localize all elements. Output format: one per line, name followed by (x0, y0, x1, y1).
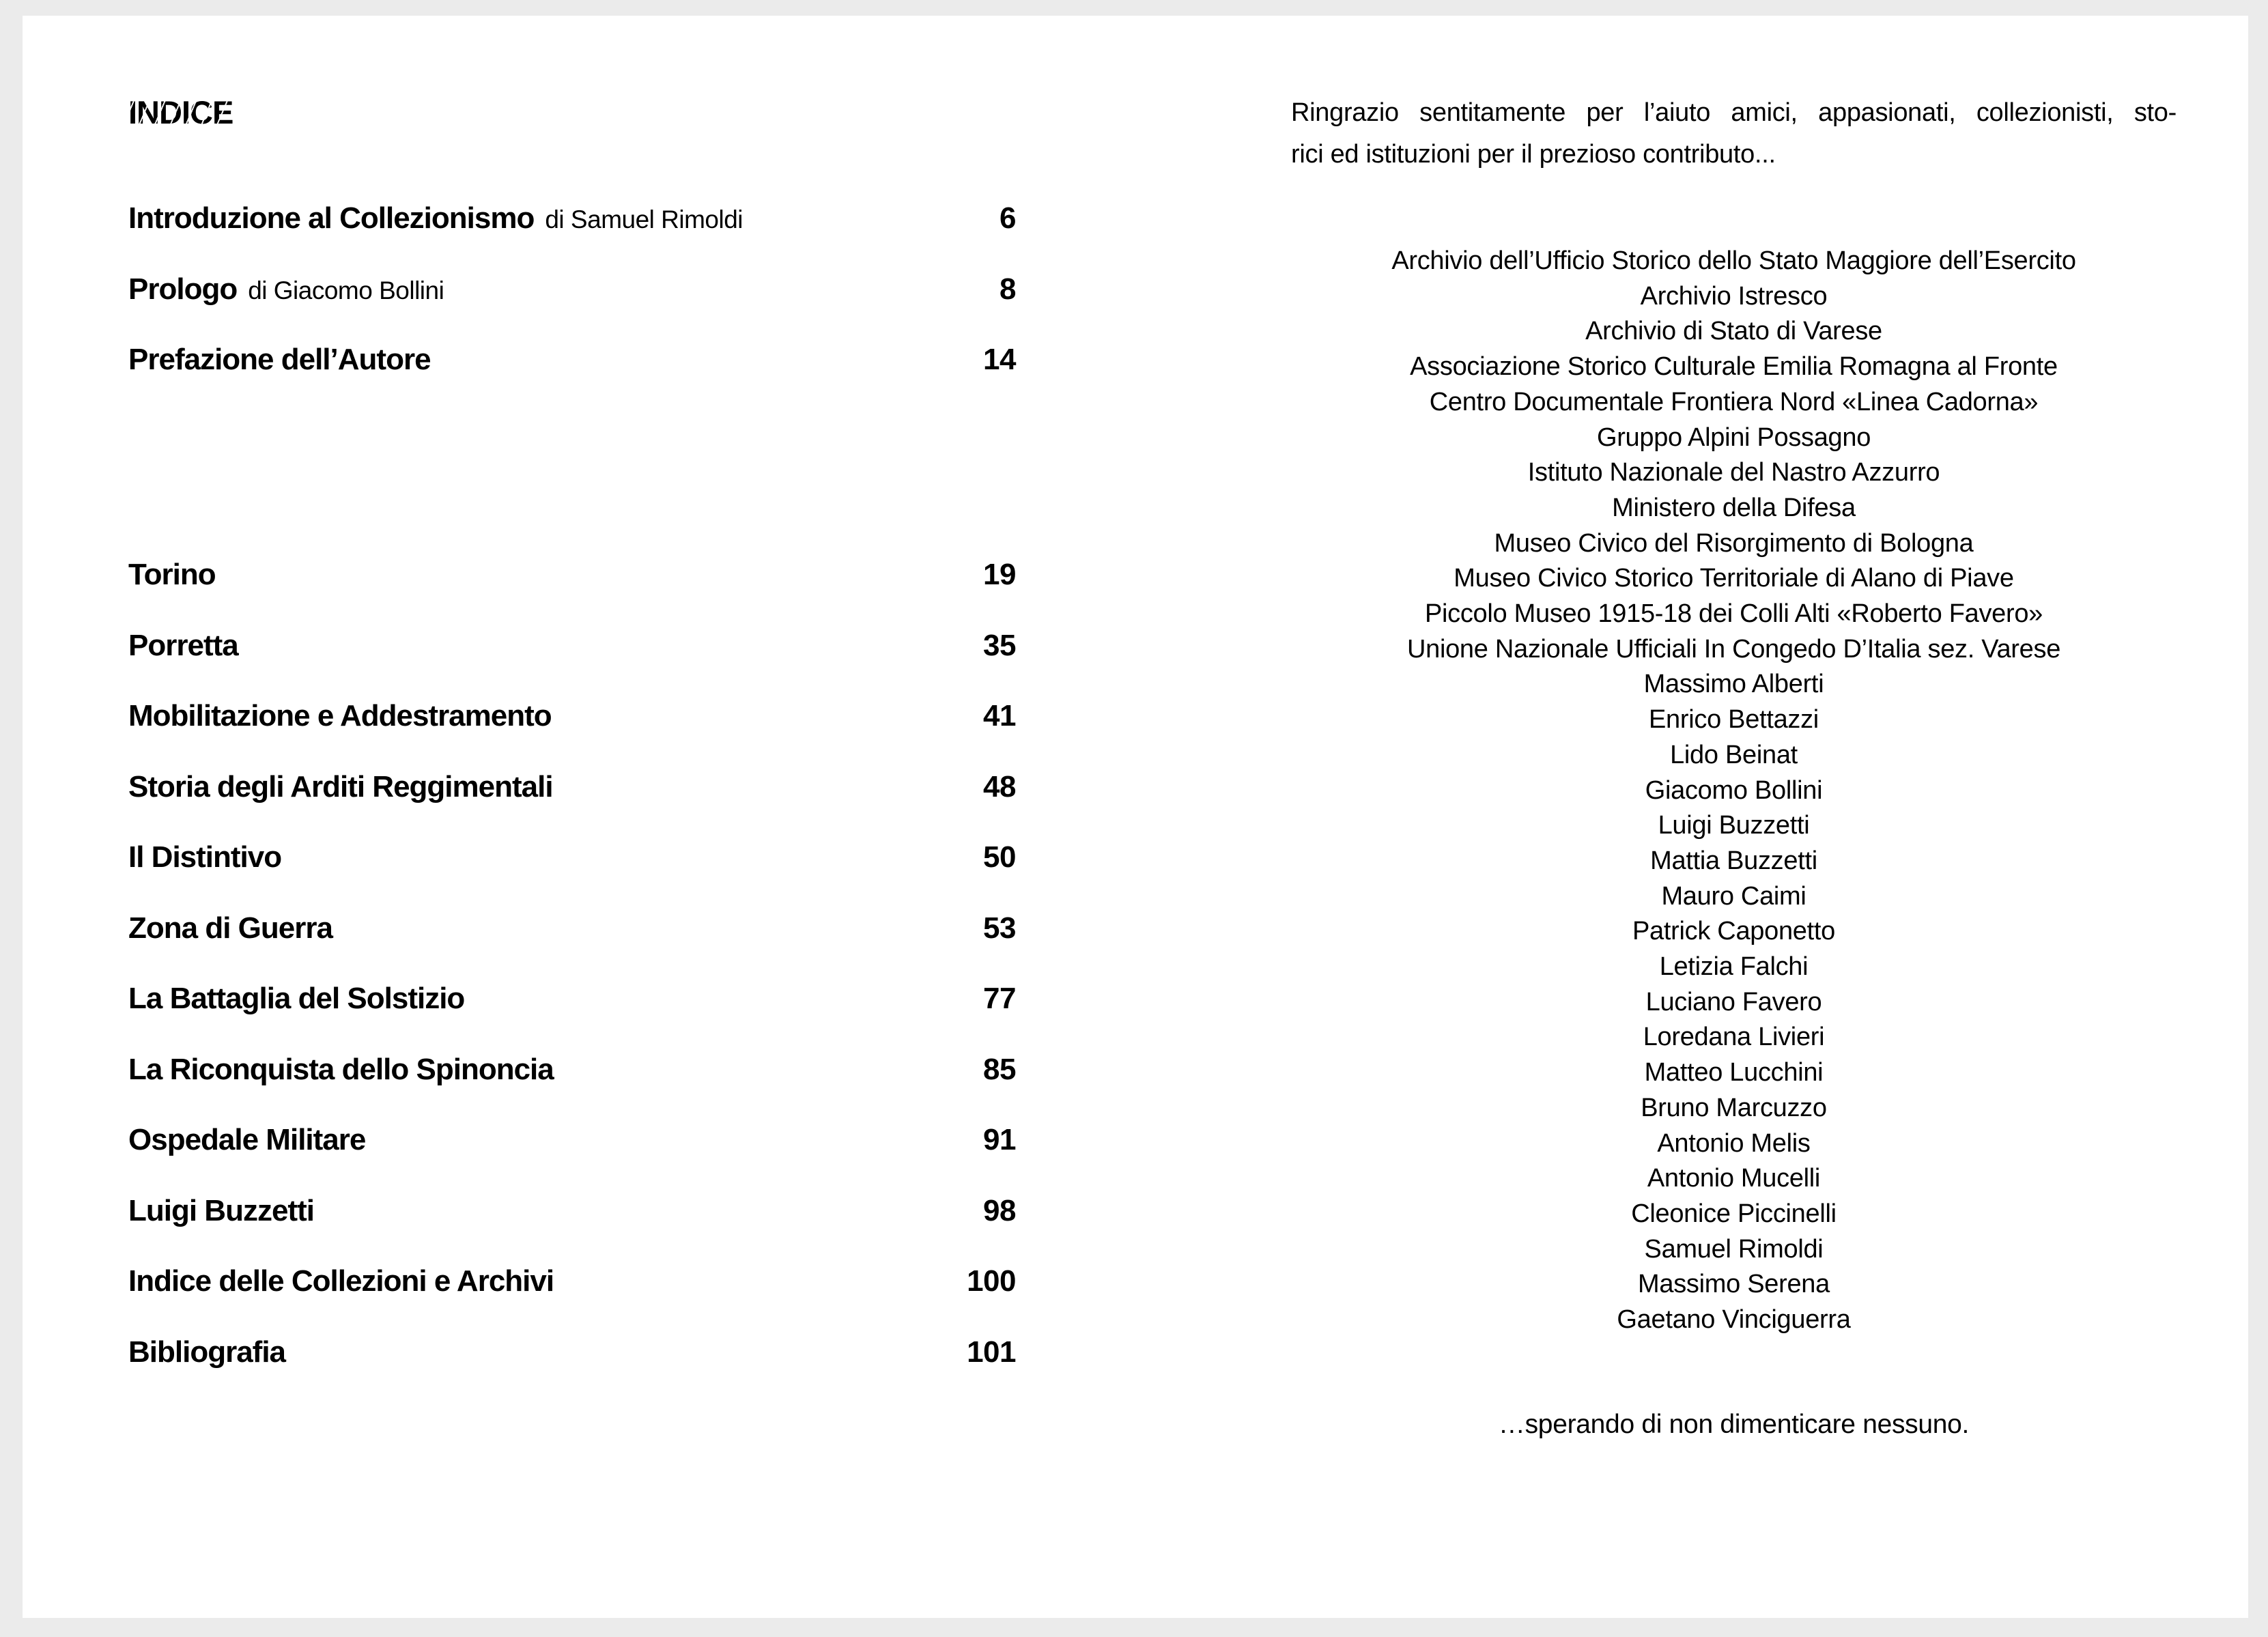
toc-entry-page-number: 50 (983, 840, 1016, 874)
toc-entry (128, 201, 1016, 272)
contributor-line: Lido Beinat (1670, 740, 1798, 769)
toc-entry-title: Ospedale Militare (128, 1123, 366, 1156)
contributor-line: Unione Nazionale Ufficiali In Congedo D’Italia sez. Varese (1406, 634, 2061, 664)
contributor-line: Loredana Livieri (1643, 1023, 1825, 1052)
contributor-line: Giacomo Bollini (1645, 775, 1823, 805)
toc-entry-page-number: 8 (1000, 272, 1016, 306)
contributor-line: Antonio Melis (1657, 1128, 1811, 1158)
contributor-line: Archivio di Stato di Varese (1585, 317, 1882, 346)
contributors-list (1291, 244, 2177, 1338)
contributor-line: Archivio Istresco (1640, 281, 1828, 311)
toc-entry-page-number: 98 (983, 1193, 1016, 1227)
contributor-line: Centro Documentale Frontiera Nord «Linea Cadorna» (1429, 387, 2039, 416)
toc-entry-page-number: 100 (967, 1264, 1016, 1298)
toc-entry-text (128, 1053, 983, 1087)
toc-entry-page-number: 48 (983, 769, 1016, 803)
contributor-line: Bruno Marcuzzo (1641, 1093, 1827, 1122)
toc-entry-title: La Battaglia del Solstizio (128, 982, 465, 1015)
toc-entry-title: Indice delle Collezioni e Archivi (128, 1264, 554, 1298)
contributor-line: Istituto Nazionale del Nastro Azzurro (1527, 458, 1940, 487)
toc-entry-text (128, 1123, 983, 1157)
contributor-line: Piccolo Museo 1915-18 dei Colli Alti «Roberto Favero» (1424, 599, 2043, 629)
toc-entry-title: Zona di Guerra (128, 911, 332, 945)
contributor-line: Ministero della Difesa (1612, 493, 1856, 522)
toc-entry-text (128, 201, 1000, 236)
toc-entry-title: Prologo (128, 272, 238, 306)
contributor-line: Mattia Buzzetti (1650, 846, 1817, 875)
contributor-line: Letizia Falchi (1659, 952, 1809, 982)
contributor-line: Samuel Rimoldi (1644, 1234, 1824, 1264)
toc-entry-text (128, 272, 1000, 307)
toc-entry (128, 1053, 1016, 1124)
contributor-line: Gaetano Vinciguerra (1617, 1305, 1851, 1335)
contributor-line: Patrick Caponetto (1632, 917, 1835, 946)
contributor-line: Gruppo Alpini Possagno (1596, 423, 1871, 452)
toc-entry-text (128, 1335, 967, 1369)
toc-entry-page-number: 85 (983, 1052, 1016, 1086)
contributor-line: Matteo Lucchini (1644, 1058, 1824, 1087)
contributor-line: Massimo Serena (1638, 1270, 1830, 1299)
toc-entry (128, 1264, 1016, 1335)
toc-entry (128, 911, 1016, 982)
toc-entry-title: Il Distintivo (128, 840, 282, 874)
contributor-line: Mauro Caimi (1661, 881, 1806, 911)
toc-entry-text (128, 558, 983, 592)
toc-entry-page-number: 101 (967, 1335, 1016, 1369)
toc-heading: INDICE (128, 94, 233, 130)
toc-entry (128, 1335, 1016, 1406)
toc-entry-text (128, 699, 983, 733)
toc-entry (128, 558, 1016, 629)
toc-entry (128, 629, 1016, 700)
toc-entry (128, 343, 1016, 414)
toc-entry-title: La Riconquista dello Spinoncia (128, 1052, 554, 1086)
acknowledgments-intro (1291, 92, 2177, 175)
toc-entry-title: Introduzione al Collezionismo (128, 201, 535, 235)
contributor-line: Archivio dell’Ufficio Storico dello Stato Maggiore dell’Esercito (1391, 246, 2076, 275)
toc-entry (128, 1123, 1016, 1194)
acknowledgments-closing: …sperando di non dimenticare nessuno. (1498, 1410, 1970, 1439)
toc-entry-text (128, 840, 983, 874)
contributor-line: Luigi Buzzetti (1658, 811, 1810, 840)
toc-entry (128, 699, 1016, 770)
toc-entry-text (128, 911, 983, 945)
toc-front-matter-list (128, 201, 1016, 414)
contributor-line: Associazione Storico Culturale Emilia Romagna al Fronte (1410, 352, 2058, 382)
toc-entry-title: Luigi Buzzetti (128, 1193, 314, 1227)
toc-entry-page-number: 6 (1000, 201, 1016, 235)
toc-chapters-list (128, 558, 1016, 1406)
toc-entry-title: Torino (128, 558, 216, 591)
toc-entry-title: Mobilitazione e Addestramento (128, 699, 552, 732)
contributor-line: Museo Civico del Risorgimento di Bologna (1494, 528, 1974, 558)
toc-entry-author: di Samuel Rimoldi (545, 205, 743, 233)
toc-entry (128, 272, 1016, 343)
acknowledgments-intro-line: rici ed istituzioni per il prezioso contributo... (1291, 140, 1776, 169)
contributor-line: Cleonice Piccinelli (1631, 1199, 1837, 1228)
toc-entry-page-number: 14 (983, 343, 1016, 376)
contributor-line: Antonio Mucelli (1647, 1164, 1821, 1193)
contributor-line: Museo Civico Storico Territoriale di Alano di Piave (1454, 564, 2014, 593)
toc-entry-page-number: 77 (983, 982, 1016, 1015)
toc-entry-page-number: 19 (983, 558, 1016, 591)
toc-entry-text (128, 770, 983, 804)
toc-entry (128, 840, 1016, 911)
toc-entry (128, 982, 1016, 1053)
contributor-line: Enrico Bettazzi (1649, 705, 1819, 735)
acknowledgments-intro-line: Ringrazio sentitamente per l’aiuto amici, appasionati, collezionisti, sto- (1291, 98, 2177, 127)
toc-entry-text (128, 1194, 983, 1228)
toc-entry-page-number: 91 (983, 1123, 1016, 1156)
toc-entry-page-number: 41 (983, 699, 1016, 732)
toc-entry-text (128, 629, 983, 663)
toc-entry-text (128, 1264, 967, 1298)
contributor-line: Luciano Favero (1645, 987, 1822, 1016)
toc-entry-title: Prefazione dell’Autore (128, 343, 431, 376)
toc-entry-text (128, 343, 983, 377)
contributor-line: Massimo Alberti (1643, 670, 1824, 699)
toc-entry-author: di Giacomo Bollini (248, 276, 444, 304)
toc-entry-page-number: 35 (983, 628, 1016, 662)
toc-entry-title: Storia degli Arditi Reggimentali (128, 769, 553, 803)
toc-entry-page-number: 53 (983, 911, 1016, 945)
toc-entry (128, 1194, 1016, 1265)
toc-entry-text (128, 982, 983, 1016)
toc-entry-title: Porretta (128, 628, 238, 662)
toc-entry (128, 770, 1016, 841)
book-index-page (23, 16, 2248, 1618)
toc-entry-title: Bibliografia (128, 1335, 286, 1369)
